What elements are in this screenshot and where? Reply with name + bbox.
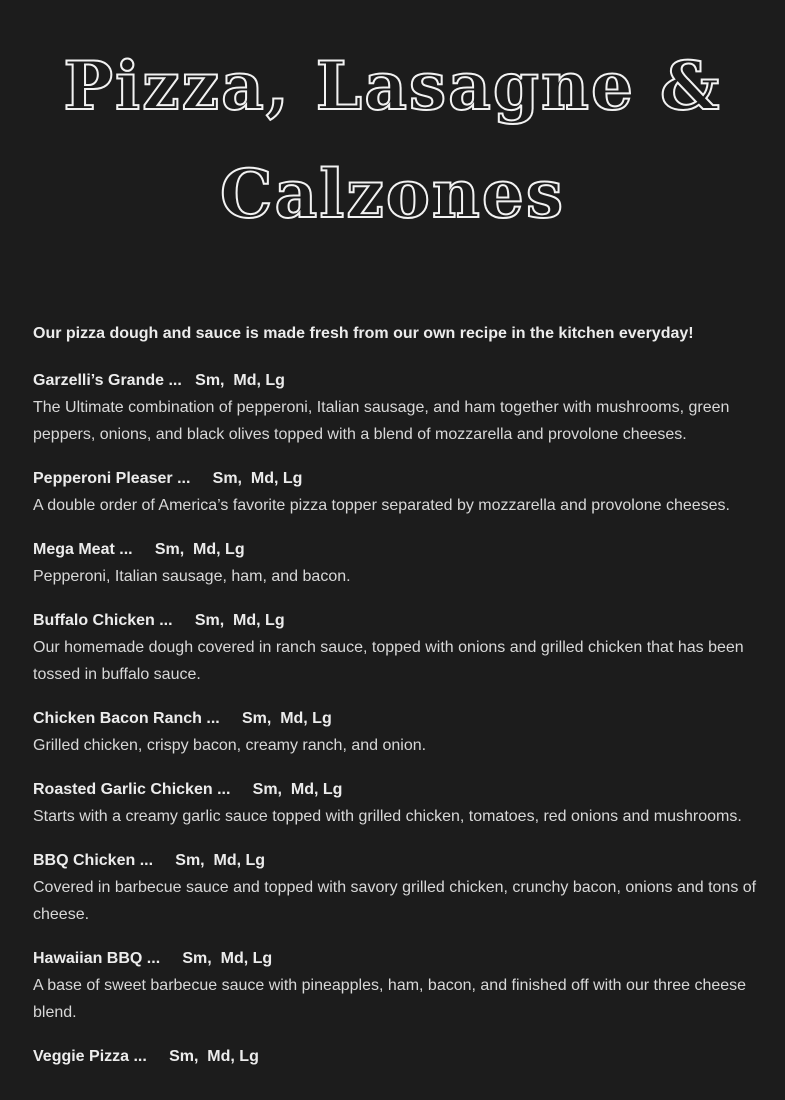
page-title [0,32,785,248]
menu-item-description: A base of sweet barbecue sauce with pineapples, ham, bacon, and finished off with our three cheese blend. [33,977,747,1021]
menu-content [33,323,758,1088]
menu-item-description: The Ultimate combination of pepperoni, Italian sausage, and ham together with mushrooms, green peppers, onions, and black olives topped with a blend of mozzarella and provolone cheeses. [33,399,730,443]
menu-item-heading [33,370,758,392]
menu-item-name: Hawaiian BBQ ... [33,950,161,967]
page-title-line-1: Pizza, Lasagne & [63,47,722,126]
menu-item-description: Our homemade dough covered in ranch sauce, topped with onions and grilled chicken that has been tossed in buffalo sauce. [33,639,744,683]
menu-item-heading [33,610,758,632]
menu-item [33,850,758,928]
menu-item-heading [33,708,758,730]
menu-item-sizes: Sm, Md, Lg [195,372,285,389]
menu-item-description: Covered in barbecue sauce and topped with savory grilled chicken, crunchy bacon, onions and tons of cheese. [33,879,757,923]
menu-item [33,948,758,1026]
menu-item-sizes: Sm, Md, Lg [194,612,285,629]
menu-item [33,708,758,759]
menu-item-name: Veggie Pizza ... [33,1048,147,1065]
page-title-line-2: Calzones [219,155,565,234]
menu-item-description: Starts with a creamy garlic sauce topped with grilled chicken, tomatoes, red onions and mushrooms. [33,808,742,825]
menu-item [33,610,758,688]
menu-item-name: Buffalo Chicken ... [33,612,173,629]
menu-item-heading [33,948,758,970]
menu-item-sizes: Sm, Md, Lg [169,1048,259,1065]
menu-item-heading [33,1046,758,1068]
menu-item-sizes: Sm, Md, Lg [175,852,266,869]
menu-item-name: Mega Meat ... [33,541,133,558]
menu-item-name: Chicken Bacon Ranch ... [33,710,220,727]
menu-item-heading [33,779,758,801]
menu-item-sizes: Sm, Md, Lg [182,950,273,967]
menu-item [33,370,758,448]
menu-item [33,1046,758,1068]
menu-item-sizes: Sm, Md, Lg [252,781,343,798]
menu-item-name: Pepperoni Pleaser ... [33,470,191,487]
menu-item-sizes: Sm, Md, Lg [212,470,303,487]
menu-item-sizes: Sm, Md, Lg [154,541,245,558]
menu-item [33,539,758,590]
menu-item-heading [33,850,758,872]
intro-text: Our pizza dough and sauce is made fresh from our own recipe in the kitchen everyday! [33,325,694,342]
menu-item-description: A double order of America’s favorite pizza topper separated by mozzarella and provolone cheeses. [33,497,730,514]
menu-item-heading [33,468,758,490]
menu-item-heading [33,539,758,561]
menu-item-description: Pepperoni, Italian sausage, ham, and bacon. [33,568,351,585]
menu-item-name: Garzelli’s Grande ... [33,372,182,389]
menu-item-sizes: Sm, Md, Lg [241,710,332,727]
menu-item-name: Roasted Garlic Chicken ... [33,781,231,798]
menu-item [33,779,758,830]
menu-item-description: Grilled chicken, crispy bacon, creamy ranch, and onion. [33,737,427,754]
menu-item [33,468,758,519]
menu-item-name: BBQ Chicken ... [33,852,154,869]
